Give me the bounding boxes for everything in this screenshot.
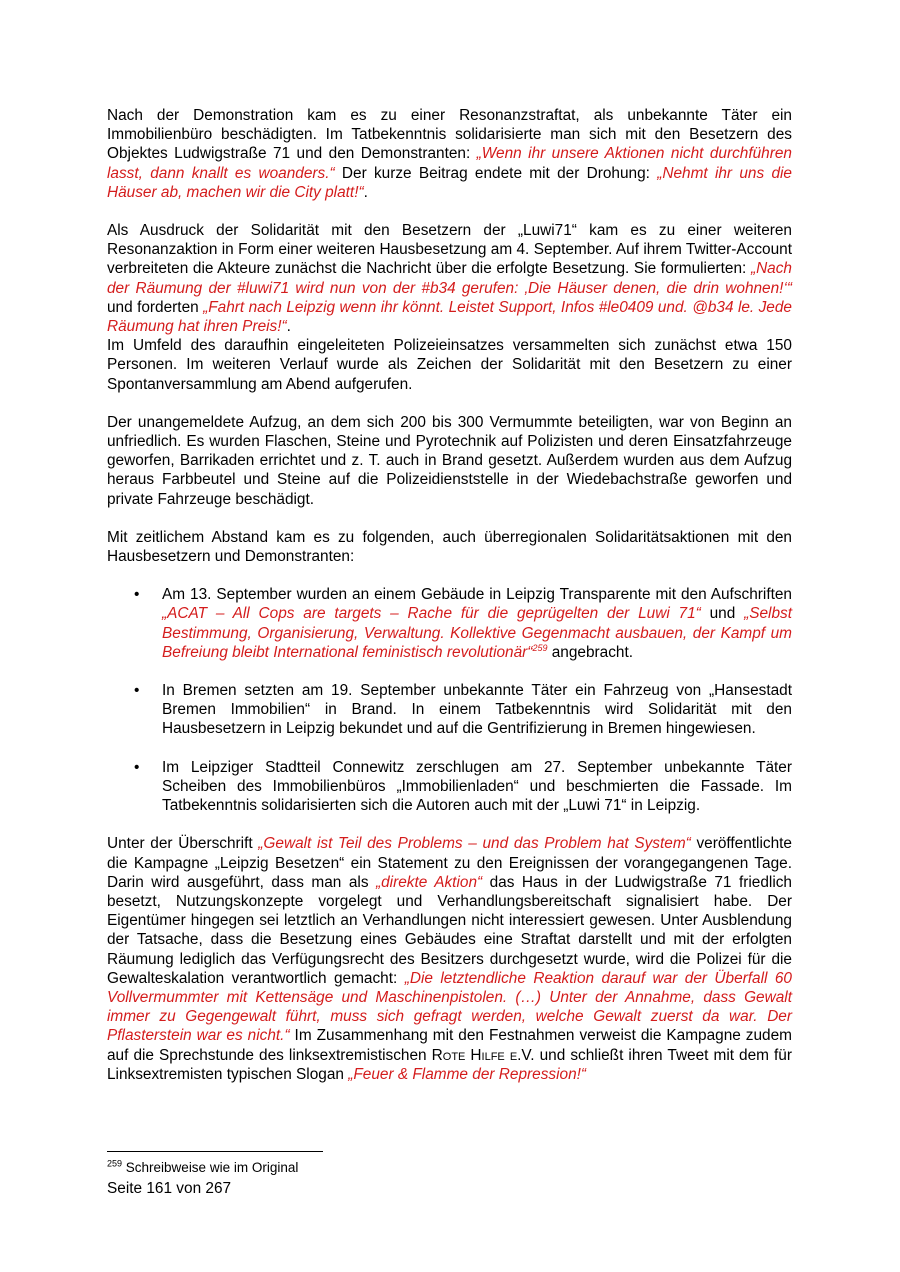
bullet-list xyxy=(107,585,792,815)
quote: „Feuer & Flamme der Repression!“ xyxy=(348,1065,587,1083)
quote: „direkte Aktion“ xyxy=(376,873,483,891)
footnote-reference[interactable]: 259 xyxy=(532,642,548,653)
organization-name: Rote Hilfe e.V. xyxy=(431,1046,535,1064)
footnote-divider xyxy=(107,1151,323,1152)
quote: „Wenn ihr unsere Aktionen nicht durchführen lasst, dann knallt es woanders.“ xyxy=(107,145,792,182)
quote: „Die letztendliche Reaktion darauf war der Überfall 60 Vollvermummter mit Kettensäge und Maschinenpistolen. (…) Unter der Annahme, dass Gewalt immer zu Gegengewalt führt, muss sich gefragt werden, welche Gewalt zuerst da war. Der Pflasterstein war es nicht.“ xyxy=(107,969,792,1045)
paragraph-kampagne-statement: Unter der Überschrift „Gewalt ist Teil des Problems – und das Problem hat System“ veröffentlichte die Kampagne „Leipzig Besetzen“ ein Statement zu den Ereignissen der vorangegangenen Tage. Darin wird ausgeführt, dass man als „direkte Aktion“ das Haus in der Ludwigstraße 71 friedlich besetzt, Nutzungskonzepte vorgelegt und Verhandlungsbereitschaft signalisiert habe. Der Eigentümer hingegen sei letztlich an Verhandlungen nicht interessiert gewesen. Unter Ausblendung der Tatsache, dass die Besetzung eines Gebäudes eine Straftat darstellt und mit der erfolgten Räumung lediglich das Verfügungsrecht des Besitzers durchgesetzt wurde, wird die Polizei für die Gewalteskalation verantwortlich gemacht: „Die letztendliche Reaktion darauf war der Überfall 60 Vollvermummter mit Kettensäge und Maschinenpistolen. (…) Unter der Annahme, dass Gewalt immer zu Gegengewalt führt, muss sich gefragt werden, welche Gewalt zuerst da war. Der Pflasterstein war es nicht.“ Im Zusammenhang mit den Festnahmen verweist die Kampagne zudem auf die Sprechstunde des linksextremistischen Rote Hilfe e.V. und schließt ihren Tweet mit dem für Linksextremisten typischen Slogan „Feuer & Flamme der Repression!“ xyxy=(107,835,792,1083)
quote: „Fahrt nach Leipzig wenn ihr könnt. Leistet Support, Infos #le0409 und. @b34 le. Jede Räumung hat ihren Preis!“ xyxy=(107,298,792,336)
footnote-number: 259 xyxy=(107,1158,123,1169)
list-item: • In Bremen setzten am 19. September unbekannte Täter ein Fahrzeug von „Hansestadt Bremen Immobilien“ in Brand. In einem Tatbekenntnis wird Solidarität mit den Hausbesetzern in Leipzig bekundet und auf die Gentrifizierung in Bremen hingewiesen. xyxy=(162,681,792,739)
list-item: • Im Leipziger Stadtteil Connewitz zerschlugen am 27. September unbekannte Täter Scheiben des Immobilienbüros „Immobilienladen“ und beschmierten die Fassade. Im Tatbekenntnis solidarisierten sich die Autoren auch mit der „Luwi 71“ in Leipzig. xyxy=(162,758,792,816)
quote: „Gewalt ist Teil des Problems – und das Problem hat System“ xyxy=(258,835,691,853)
footnote-text: Schreibweise wie im Original xyxy=(122,1160,299,1175)
paragraph-solidaritaetsaktionen-intro: Mit zeitlichem Abstand kam es zu folgenden, auch überregionalen Solidaritätsaktionen mit den Hausbesetzern und Demonstranten: xyxy=(107,528,792,566)
quote: „Nach der Räumung der #luwi71 wird nun von der #b34 gerufen: ‚Die Häuser denen, die drin wohnen!‘“ xyxy=(107,260,792,297)
list-item: • Am 13. September wurden an einem Gebäude in Leipzig Transparente mit den Aufschriften „ACAT – All Cops are targets – Rache für die geprügelten der Luwi 71“ und „Selbst Bestimmung, Organisierung, Verwaltung. Kollektive Gegenmacht ausbauen, der Kampf um Befreiung bleibt International feministisch revolutionär“$^{259}$ angebracht. xyxy=(162,585,792,662)
quote: „Selbst Bestimmung, Organisierung, Verwaltung. Kollektive Gegenmacht ausbauen, der Kampf um Befreiung bleibt International feministisch revolutionär“ xyxy=(162,605,793,661)
paragraph-aufzug: Der unangemeldete Aufzug, an dem sich 200 bis 300 Vermummte beteiligten, war von Beginn an unfriedlich. Es wurden Flaschen, Steine und Pyrotechnik auf Polizisten und deren Einsatzfahrzeuge geworfen, Barrikaden errichtet und z. T. auch in Brand gesetzt. Außerdem wurden aus dem Aufzug heraus Farbbeutel und Steine auf die Polizeidienststelle in der Wiedebachstraße geworfen und private Fahrzeuge beschädigt. xyxy=(107,413,792,508)
paragraph-resonanzstraftat: Nach der Demonstration kam es zu einer Resonanzstraftat, als unbekannte Täter ein Immobilienbüro beschädigten. Im Tatbekenntnis solidarisierte man sich mit den Besetzern des Objektes Ludwigstraße 71 und den Demonstranten: „Wenn ihr unsere Aktionen nicht durchführen lasst, dann knallt es woanders.“ Der kurze Beitrag endete mit der Drohung: „Nehmt ihr uns die Häuser ab, machen wir die City platt!“. xyxy=(107,107,792,201)
quote: „ACAT – All Cops are targets – Rache für die geprügelten der Luwi 71“ xyxy=(162,605,701,623)
page-number: Seite 161 von 267 xyxy=(107,1180,232,1197)
paragraph-solidaritaet: Als Ausdruck der Solidarität mit den Besetzern der „Luwi71“ kam es zu einer weiteren Resonanzaktion in Form einer weiteren Hausbesetzung am 4. September. Auf ihrem Twitter-Account verbreiteten die Akteure zunächst die Nachricht über die erfolgte Besetzung. Sie formulierten: „Nach der Räumung der #luwi71 wird nun von der #b34 gerufen: ‚Die Häuser denen, die drin wohnen!‘“ und forderten „Fahrt nach Leipzig wenn ihr könnt. Leistet Support, Infos #le0409 und. @b34 le. Jede Räumung hat ihren Preis!“. xyxy=(107,222,792,336)
document-body xyxy=(107,106,792,1103)
footnote xyxy=(107,1160,298,1176)
quote: „Nehmt ihr uns die Häuser ab, machen wir die City platt!“ xyxy=(107,164,792,201)
paragraph-polizeieinsatz: Im Umfeld des daraufhin eingeleiteten Polizeieinsatzes versammelten sich zunächst etwa 150 Personen. Im weiteren Verlauf wurde als Zeichen der Solidarität mit den Besetzern zu einer Spontanversammlung am Abend aufgerufen. xyxy=(107,337,792,393)
